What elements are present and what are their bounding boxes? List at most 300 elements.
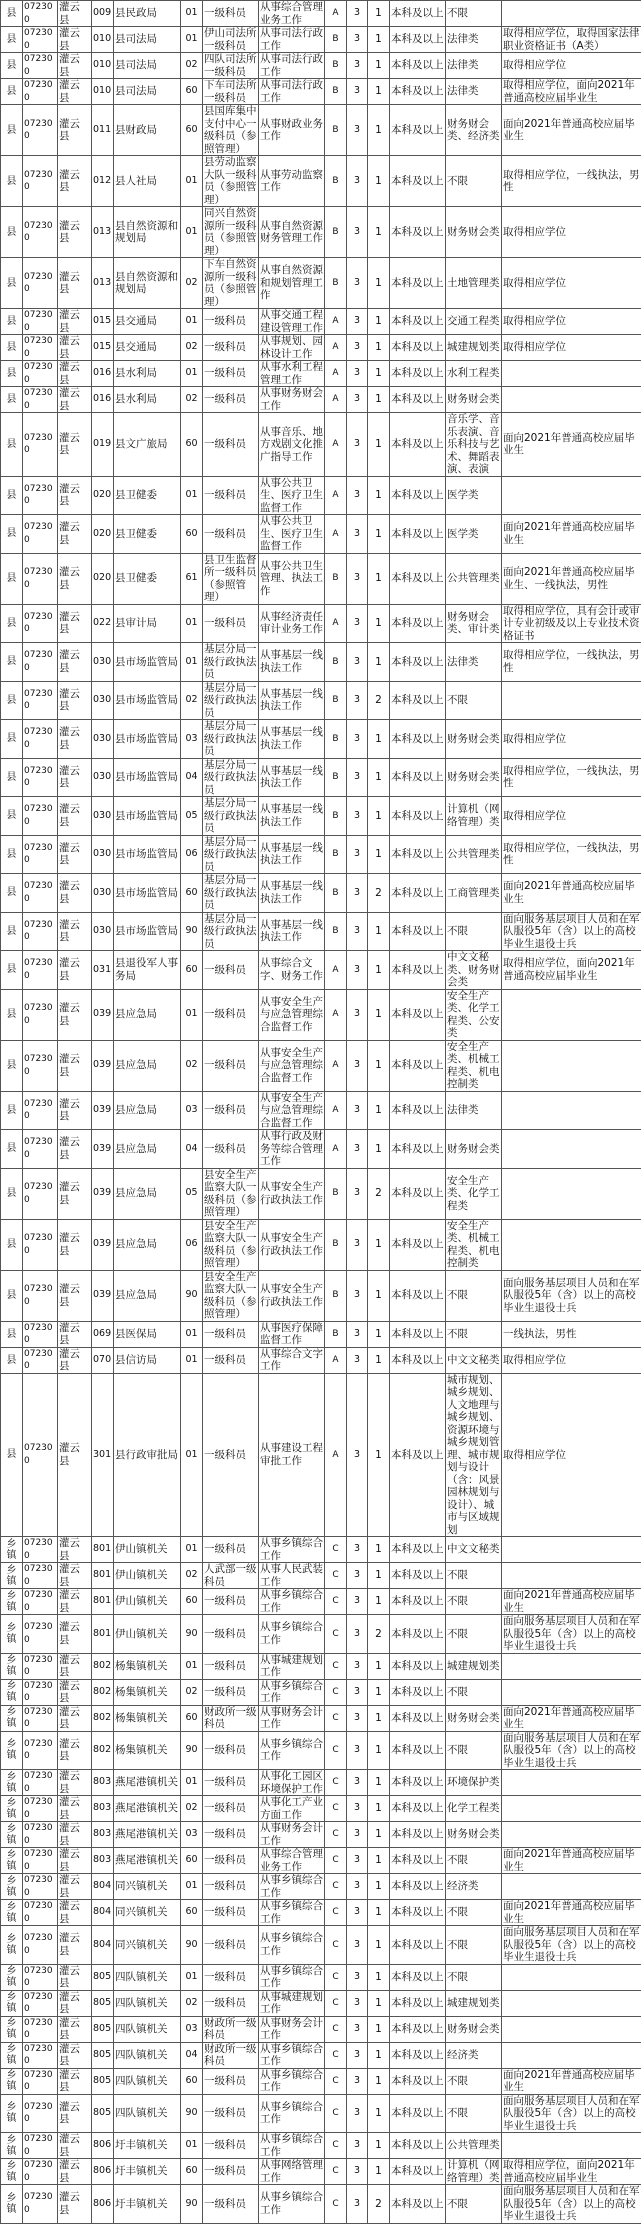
education-cell: 本科及以上 <box>390 553 446 604</box>
duties-cell: 从事劳动监察工作 <box>259 156 325 207</box>
major-cell: 不限 <box>446 2185 502 2224</box>
table-row <box>1 1615 641 1654</box>
education-cell: 本科及以上 <box>390 361 446 387</box>
area-code-cell: 072300 <box>23 720 58 759</box>
major-cell: 法律类 <box>446 643 502 682</box>
county-cell: 灌云县 <box>58 1270 92 1321</box>
exam-category-cell: B <box>325 79 347 105</box>
department-cell: 燕尾港镇机关 <box>114 1848 181 1874</box>
major-cell: 城市规划、城乡规划、人文地理与城乡规划、资源环境与城乡规划管理、城市规划与设计（含：风景园林规划与设计）、城市与区域规划 <box>446 1373 502 1537</box>
position-code-cell: 01 <box>181 156 203 207</box>
table-row <box>1 387 641 413</box>
level-cell: 县 <box>1 1040 23 1091</box>
other-requirements-cell <box>502 2042 641 2068</box>
department-cell: 杨集镇机关 <box>114 1705 181 1731</box>
county-cell: 灌云县 <box>58 413 92 477</box>
ratio-cell: 3 <box>347 2159 368 2185</box>
other-requirements-cell: 面向服务基层项目人员和在军队服役5年（含）以上的高校毕业生退役士兵 <box>502 1270 641 1321</box>
department-cell: 县市场监管局 <box>114 643 181 682</box>
department-cell: 杨集镇机关 <box>114 1679 181 1705</box>
level-cell: 乡镇 <box>1 1926 23 1965</box>
position-code-cell: 01 <box>181 1347 203 1373</box>
count-cell: 1 <box>368 387 390 413</box>
major-cell: 不限 <box>446 1563 502 1589</box>
duties-cell: 从事司法行政工作 <box>259 79 325 105</box>
other-requirements-cell: 取得相应学位，一线执法，男性 <box>502 643 641 682</box>
count-cell: 1 <box>368 1770 390 1796</box>
position-cell: 一级科员 <box>203 951 259 990</box>
county-cell: 灌云县 <box>58 79 92 105</box>
position-cell: 基层分局一级行政执法员 <box>203 874 259 913</box>
count-cell: 2 <box>368 681 390 720</box>
count-cell: 2 <box>368 1615 390 1654</box>
county-cell: 灌云县 <box>58 515 92 554</box>
duties-cell: 从事基层一线执法工作 <box>259 835 325 874</box>
dept-code-cell: 013 <box>92 258 114 309</box>
exam-category-cell: A <box>325 1 347 27</box>
education-cell: 本科及以上 <box>390 476 446 515</box>
dept-code-cell: 020 <box>92 515 114 554</box>
major-cell: 财务财会类 <box>446 720 502 759</box>
department-cell: 圩丰镇机关 <box>114 2185 181 2224</box>
position-code-cell: 60 <box>181 105 203 156</box>
other-requirements-cell <box>502 989 641 1040</box>
county-cell: 灌云县 <box>58 720 92 759</box>
table-row <box>1 1040 641 1091</box>
department-cell: 县水利局 <box>114 387 181 413</box>
county-cell: 灌云县 <box>58 309 92 335</box>
dept-code-cell: 804 <box>92 1926 114 1965</box>
area-code-cell: 072300 <box>23 1796 58 1822</box>
major-cell: 不限 <box>446 1926 502 1965</box>
major-cell: 公共管理类 <box>446 835 502 874</box>
dept-code-cell: 801 <box>92 1589 114 1615</box>
department-cell: 县卫健委 <box>114 476 181 515</box>
area-code-cell: 072300 <box>23 207 58 258</box>
position-code-cell: 03 <box>181 1091 203 1130</box>
position-cell: 一级科员 <box>203 1822 259 1848</box>
county-cell: 灌云县 <box>58 2159 92 2185</box>
count-cell: 1 <box>368 105 390 156</box>
count-cell: 1 <box>368 79 390 105</box>
exam-category-cell: A <box>325 361 347 387</box>
table-row <box>1 1679 641 1705</box>
table-row <box>1 720 641 759</box>
table-body <box>1 1 641 2224</box>
education-cell: 本科及以上 <box>390 1219 446 1270</box>
other-requirements-cell <box>502 1679 641 1705</box>
duties-cell: 从事安全生产行政执法工作 <box>259 1168 325 1219</box>
education-cell: 本科及以上 <box>390 1874 446 1900</box>
department-cell: 县财政局 <box>114 105 181 156</box>
department-cell: 圩丰镇机关 <box>114 2133 181 2159</box>
level-cell: 乡镇 <box>1 1537 23 1563</box>
position-code-cell: 90 <box>181 1731 203 1770</box>
ratio-cell: 3 <box>347 2185 368 2224</box>
county-cell: 灌云县 <box>58 105 92 156</box>
table-row <box>1 2185 641 2224</box>
level-cell: 县 <box>1 1373 23 1537</box>
level-cell: 县 <box>1 720 23 759</box>
dept-code-cell: 803 <box>92 1770 114 1796</box>
table-row <box>1 515 641 554</box>
count-cell: 1 <box>368 643 390 682</box>
area-code-cell: 072300 <box>23 1705 58 1731</box>
position-code-cell: 02 <box>181 681 203 720</box>
other-requirements-cell: 面向服务基层项目人员和在军队服役5年（含）以上的高校毕业生退役士兵 <box>502 1926 641 1965</box>
exam-category-cell: B <box>325 835 347 874</box>
exam-category-cell: C <box>325 1615 347 1654</box>
level-cell: 县 <box>1 105 23 156</box>
position-cell: 县安全生产监察大队一级科员（参照管理） <box>203 1168 259 1219</box>
position-code-cell: 01 <box>181 604 203 643</box>
level-cell: 县 <box>1 156 23 207</box>
other-requirements-cell <box>502 1 641 27</box>
position-cell: 一级科员 <box>203 989 259 1040</box>
dept-code-cell: 806 <box>92 2185 114 2224</box>
other-requirements-cell: 面向2021年普通高校应届毕业生 <box>502 1848 641 1874</box>
count-cell: 1 <box>368 1 390 27</box>
department-cell: 伊山镇机关 <box>114 1615 181 1654</box>
position-cell: 一级科员 <box>203 1964 259 1990</box>
other-requirements-cell <box>502 681 641 720</box>
table-row <box>1 681 641 720</box>
dept-code-cell: 801 <box>92 1615 114 1654</box>
exam-category-cell: C <box>325 1990 347 2016</box>
area-code-cell: 072300 <box>23 1770 58 1796</box>
department-cell: 县审计局 <box>114 604 181 643</box>
education-cell: 本科及以上 <box>390 1770 446 1796</box>
education-cell: 本科及以上 <box>390 1168 446 1219</box>
area-code-cell: 072300 <box>23 1537 58 1563</box>
count-cell: 1 <box>368 476 390 515</box>
education-cell: 本科及以上 <box>390 1705 446 1731</box>
education-cell: 本科及以上 <box>390 758 446 797</box>
position-code-cell: 05 <box>181 797 203 836</box>
exam-category-cell: C <box>325 1679 347 1705</box>
department-cell: 县市场监管局 <box>114 912 181 951</box>
duties-cell: 从事安全生产行政执法工作 <box>259 1219 325 1270</box>
major-cell: 财务财会类 <box>446 207 502 258</box>
table-row <box>1 1770 641 1796</box>
education-cell: 本科及以上 <box>390 2185 446 2224</box>
count-cell: 1 <box>368 1796 390 1822</box>
position-code-cell: 02 <box>181 1040 203 1091</box>
department-cell: 县行政审批局 <box>114 1373 181 1537</box>
education-cell: 本科及以上 <box>390 1615 446 1654</box>
area-code-cell: 072300 <box>23 335 58 361</box>
major-cell: 安全生产类、机械工程类、机电控制类 <box>446 1040 502 1091</box>
major-cell: 财务财会类 <box>446 1130 502 1169</box>
count-cell: 2 <box>368 1168 390 1219</box>
ratio-cell: 3 <box>347 1615 368 1654</box>
education-cell: 本科及以上 <box>390 604 446 643</box>
major-cell: 法律类 <box>446 1091 502 1130</box>
level-cell: 县 <box>1 309 23 335</box>
count-cell: 1 <box>368 1990 390 2016</box>
county-cell: 灌云县 <box>58 1796 92 1822</box>
duties-cell: 从事城建规划工作 <box>259 1990 325 2016</box>
duties-cell: 从事公共卫生、医疗卫生监督工作 <box>259 476 325 515</box>
exam-category-cell: B <box>325 912 347 951</box>
count-cell: 1 <box>368 553 390 604</box>
duties-cell: 从事安全生产与应急管理综合监督工作 <box>259 989 325 1040</box>
position-code-cell: 02 <box>181 1679 203 1705</box>
count-cell: 1 <box>368 515 390 554</box>
education-cell: 本科及以上 <box>390 1848 446 1874</box>
position-cell: 一级科员 <box>203 2159 259 2185</box>
level-cell: 乡镇 <box>1 1731 23 1770</box>
duties-cell: 从事财务会计工作 <box>259 1705 325 1731</box>
position-code-cell: 01 <box>181 643 203 682</box>
other-requirements-cell <box>502 1040 641 1091</box>
major-cell: 中文文秘类 <box>446 1537 502 1563</box>
area-code-cell: 072300 <box>23 797 58 836</box>
duties-cell: 从事规划、园林设计工作 <box>259 335 325 361</box>
other-requirements-cell <box>502 1964 641 1990</box>
area-code-cell: 072300 <box>23 2016 58 2042</box>
position-cell: 县国库集中支付中心一级科员（参照管理） <box>203 105 259 156</box>
department-cell: 县人社局 <box>114 156 181 207</box>
position-cell: 一级科员 <box>203 2133 259 2159</box>
exam-category-cell: A <box>325 413 347 477</box>
dept-code-cell: 039 <box>92 1168 114 1219</box>
county-cell: 灌云县 <box>58 1589 92 1615</box>
major-cell: 不限 <box>446 1270 502 1321</box>
position-cell: 伊山司法所一级科员 <box>203 27 259 53</box>
dept-code-cell: 010 <box>92 79 114 105</box>
position-code-cell: 01 <box>181 1373 203 1537</box>
position-cell: 基层分局一级行政执法员 <box>203 797 259 836</box>
county-cell: 灌云县 <box>58 1926 92 1965</box>
dept-code-cell: 301 <box>92 1373 114 1537</box>
area-code-cell: 072300 <box>23 681 58 720</box>
dept-code-cell: 030 <box>92 758 114 797</box>
county-cell: 灌云县 <box>58 1537 92 1563</box>
position-code-cell: 05 <box>181 1168 203 1219</box>
county-cell: 灌云县 <box>58 874 92 913</box>
major-cell: 交通工程类 <box>446 309 502 335</box>
other-requirements-cell <box>502 2133 641 2159</box>
level-cell: 县 <box>1 553 23 604</box>
dept-code-cell: 030 <box>92 720 114 759</box>
exam-category-cell: C <box>325 1900 347 1926</box>
duties-cell: 从事公共卫生管理、执法工作 <box>259 553 325 604</box>
county-cell: 灌云县 <box>58 989 92 1040</box>
county-cell: 灌云县 <box>58 2094 92 2133</box>
exam-category-cell: A <box>325 515 347 554</box>
other-requirements-cell <box>502 2016 641 2042</box>
exam-category-cell: C <box>325 1705 347 1731</box>
table-row <box>1 105 641 156</box>
position-code-cell: 03 <box>181 720 203 759</box>
count-cell: 1 <box>368 989 390 1040</box>
count-cell: 1 <box>368 413 390 477</box>
position-cell: 一级科员 <box>203 2068 259 2094</box>
county-cell: 灌云县 <box>58 1822 92 1848</box>
department-cell: 同兴镇机关 <box>114 1900 181 1926</box>
department-cell: 县交通局 <box>114 335 181 361</box>
education-cell: 本科及以上 <box>390 1926 446 1965</box>
dept-code-cell: 019 <box>92 413 114 477</box>
table-row <box>1 1796 641 1822</box>
position-cell: 一级科员 <box>203 1373 259 1537</box>
level-cell: 乡镇 <box>1 1874 23 1900</box>
position-cell: 一级科员 <box>203 1796 259 1822</box>
county-cell: 灌云县 <box>58 1373 92 1537</box>
level-cell: 县 <box>1 27 23 53</box>
area-code-cell: 072300 <box>23 515 58 554</box>
education-cell: 本科及以上 <box>390 387 446 413</box>
dept-code-cell: 039 <box>92 989 114 1040</box>
major-cell: 不限 <box>446 2068 502 2094</box>
dept-code-cell: 039 <box>92 1130 114 1169</box>
ratio-cell: 3 <box>347 1926 368 1965</box>
count-cell: 1 <box>368 720 390 759</box>
position-cell: 基层分局一级行政执法员 <box>203 643 259 682</box>
level-cell: 县 <box>1 758 23 797</box>
count-cell: 1 <box>368 1731 390 1770</box>
area-code-cell: 072300 <box>23 951 58 990</box>
department-cell: 县司法局 <box>114 79 181 105</box>
other-requirements-cell: 面向服务基层项目人员和在军队服役5年（含）以上的高校毕业生退役士兵 <box>502 2185 641 2224</box>
position-cell: 一级科员 <box>203 1347 259 1373</box>
position-cell: 一级科员 <box>203 2094 259 2133</box>
area-code-cell: 072300 <box>23 835 58 874</box>
exam-category-cell: C <box>325 1770 347 1796</box>
duties-cell: 从事基层一线执法工作 <box>259 797 325 836</box>
position-cell: 一级科员 <box>203 1321 259 1347</box>
position-code-cell: 01 <box>181 476 203 515</box>
position-code-cell: 01 <box>181 207 203 258</box>
department-cell: 四队镇机关 <box>114 2016 181 2042</box>
other-requirements-cell <box>502 1822 641 1848</box>
level-cell: 县 <box>1 1 23 27</box>
count-cell: 1 <box>368 2042 390 2068</box>
dept-code-cell: 030 <box>92 643 114 682</box>
education-cell: 本科及以上 <box>390 912 446 951</box>
exam-category-cell: A <box>325 989 347 1040</box>
table-row <box>1 1964 641 1990</box>
exam-category-cell: C <box>325 1653 347 1679</box>
other-requirements-cell: 取得相应学位，一线执法，男性 <box>502 758 641 797</box>
area-code-cell: 072300 <box>23 309 58 335</box>
position-cell: 财政所一级科员 <box>203 2016 259 2042</box>
county-cell: 灌云县 <box>58 1168 92 1219</box>
duties-cell: 从事乡镇综合工作 <box>259 1926 325 1965</box>
dept-code-cell: 016 <box>92 361 114 387</box>
dept-code-cell: 039 <box>92 1091 114 1130</box>
exam-category-cell: B <box>325 1321 347 1347</box>
ratio-cell: 3 <box>347 835 368 874</box>
exam-category-cell: B <box>325 1219 347 1270</box>
major-cell: 化学工程类 <box>446 1796 502 1822</box>
area-code-cell: 072300 <box>23 361 58 387</box>
exam-category-cell: C <box>325 1964 347 1990</box>
dept-code-cell: 806 <box>92 2133 114 2159</box>
level-cell: 乡镇 <box>1 2094 23 2133</box>
ratio-cell: 3 <box>347 758 368 797</box>
exam-category-cell: B <box>325 797 347 836</box>
department-cell: 四队镇机关 <box>114 1990 181 2016</box>
level-cell: 县 <box>1 361 23 387</box>
major-cell: 财务财会类 <box>446 758 502 797</box>
dept-code-cell: 030 <box>92 835 114 874</box>
level-cell: 县 <box>1 387 23 413</box>
level-cell: 乡镇 <box>1 2042 23 2068</box>
position-cell: 基层分局一级行政执法员 <box>203 681 259 720</box>
position-code-cell: 60 <box>181 1900 203 1926</box>
position-cell: 一级科员 <box>203 1848 259 1874</box>
level-cell: 县 <box>1 604 23 643</box>
table-row <box>1 1321 641 1347</box>
level-cell: 县 <box>1 335 23 361</box>
other-requirements-cell <box>502 1770 641 1796</box>
dept-code-cell: 803 <box>92 1848 114 1874</box>
education-cell: 本科及以上 <box>390 874 446 913</box>
department-cell: 县应急局 <box>114 1219 181 1270</box>
position-code-cell: 02 <box>181 1990 203 2016</box>
position-code-cell: 60 <box>181 874 203 913</box>
education-cell: 本科及以上 <box>390 1040 446 1091</box>
area-code-cell: 072300 <box>23 1926 58 1965</box>
area-code-cell: 072300 <box>23 2068 58 2094</box>
position-cell: 下车自然资源所一级科员（参照管理） <box>203 258 259 309</box>
education-cell: 本科及以上 <box>390 2159 446 2185</box>
count-cell: 1 <box>368 156 390 207</box>
education-cell: 本科及以上 <box>390 681 446 720</box>
county-cell: 灌云县 <box>58 797 92 836</box>
education-cell: 本科及以上 <box>390 1130 446 1169</box>
ratio-cell: 3 <box>347 1537 368 1563</box>
area-code-cell: 072300 <box>23 1270 58 1321</box>
level-cell: 乡镇 <box>1 1615 23 1654</box>
ratio-cell: 3 <box>347 27 368 53</box>
position-cell: 人武部一级科员 <box>203 1563 259 1589</box>
table-row <box>1 2016 641 2042</box>
position-cell: 一级科员 <box>203 1589 259 1615</box>
county-cell: 灌云县 <box>58 643 92 682</box>
county-cell: 灌云县 <box>58 2042 92 2068</box>
ratio-cell: 3 <box>347 1219 368 1270</box>
exam-category-cell: A <box>325 476 347 515</box>
ratio-cell: 3 <box>347 79 368 105</box>
duties-cell: 从事经济责任审计业务工作 <box>259 604 325 643</box>
major-cell: 医学类 <box>446 515 502 554</box>
area-code-cell: 072300 <box>23 387 58 413</box>
major-cell: 不限 <box>446 1848 502 1874</box>
level-cell: 县 <box>1 1130 23 1169</box>
area-code-cell: 072300 <box>23 1347 58 1373</box>
other-requirements-cell <box>502 387 641 413</box>
ratio-cell: 3 <box>347 1040 368 1091</box>
area-code-cell: 072300 <box>23 553 58 604</box>
department-cell: 县自然资源和规划局 <box>114 258 181 309</box>
table-row <box>1 604 641 643</box>
count-cell: 1 <box>368 2068 390 2094</box>
exam-category-cell: C <box>325 1731 347 1770</box>
position-cell: 一级科员 <box>203 1615 259 1654</box>
county-cell: 灌云县 <box>58 1040 92 1091</box>
duties-cell: 从事安全生产与应急管理综合监督工作 <box>259 1091 325 1130</box>
major-cell: 水利工程类 <box>446 361 502 387</box>
position-cell: 县安全生产监察大队一级科员（参照管理） <box>203 1270 259 1321</box>
other-requirements-cell: 取得相应学位 <box>502 797 641 836</box>
ratio-cell: 3 <box>347 1373 368 1537</box>
county-cell: 灌云县 <box>58 1130 92 1169</box>
duties-cell: 从事公共卫生、医疗卫生监督工作 <box>259 515 325 554</box>
count-cell: 1 <box>368 2159 390 2185</box>
